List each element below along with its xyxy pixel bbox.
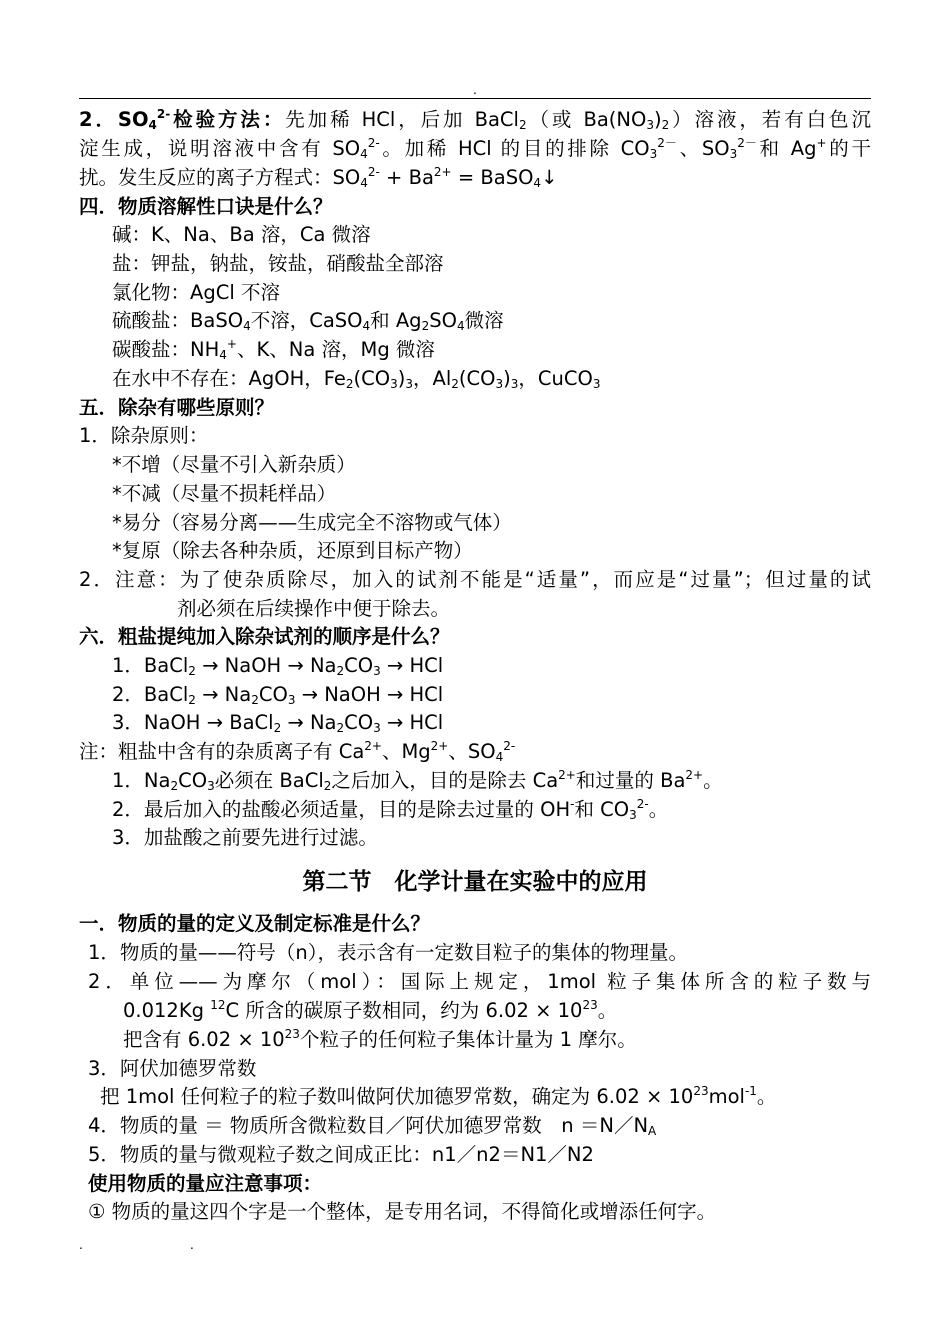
text-run: 氯化物：AgCl 不溶 <box>112 281 280 304</box>
supscript-text: -1 <box>744 1084 757 1098</box>
subscript-text: 3 <box>649 147 658 161</box>
text-line-l12 <box>79 422 208 450</box>
supscript-text: + <box>226 337 237 351</box>
text-run: 2．BaCl <box>112 683 189 706</box>
text-run: （或 Ba(NO <box>526 108 647 131</box>
subscript-text: 2 <box>421 319 430 333</box>
text-run: 。 <box>597 999 618 1022</box>
subscript-text: 3 <box>646 118 654 132</box>
text-run: 5．物质的量与微观粒子数之间成正比：n1／n2＝N1／N2 <box>88 1143 594 1166</box>
text-run: ) <box>503 367 511 390</box>
footer-dot-right: . <box>190 1238 194 1252</box>
footer-dot-left: . <box>79 1238 83 1252</box>
supscript-text: 2－ <box>657 136 677 150</box>
text-line-l18 <box>177 595 450 623</box>
text-run: 1．物质的量——符号（n），表示含有一定数目粒子的集体的物理量。 <box>88 941 689 964</box>
text-line-l24 <box>112 767 723 795</box>
subscript-text: 3 <box>405 377 413 391</box>
supscript-text: + <box>816 136 827 150</box>
text-line-l37 <box>88 1198 716 1226</box>
text-run: *易分（容易分离——生成完全不溶物或气体） <box>112 511 512 534</box>
text-run: 硫酸盐：BaSO <box>112 309 244 332</box>
subscript-text: 4 <box>360 176 368 190</box>
text-line-l23 <box>79 738 515 766</box>
text-run: CO <box>258 683 288 706</box>
text-run: 淀生成，说明溶液中含有 SO <box>79 137 361 160</box>
text-run: 1．Na <box>112 769 171 792</box>
subscript-text: 3 <box>373 721 381 735</box>
text-run: CO <box>344 654 374 677</box>
subscript-text: 2 <box>251 693 259 707</box>
text-line-l34 <box>88 1112 656 1140</box>
text-line-l19 <box>79 623 450 651</box>
subscript-text: 2 <box>451 377 459 391</box>
text-run: 先加稀 HCl，后加 BaCl <box>285 108 519 131</box>
text-line-l17 <box>79 566 871 594</box>
subscript-text: 4 <box>533 176 542 190</box>
text-run: *不减（尽量不损耗样品） <box>112 482 337 505</box>
text-run: CO <box>178 769 208 792</box>
supscript-text: 2- <box>367 165 380 179</box>
text-line-l31 <box>123 1026 637 1054</box>
text-run: 、SO <box>448 740 496 763</box>
text-run: ）溶液，若有白色沉 <box>669 108 871 131</box>
subscript-text: 2 <box>273 721 282 735</box>
text-run: 1．除杂原则： <box>79 424 209 447</box>
header-dot: . <box>473 83 477 97</box>
supscript-text: 23 <box>284 1027 300 1041</box>
supscript-text: 2- <box>367 136 380 150</box>
supscript-text: 2- <box>156 107 171 121</box>
text-line-l4 <box>79 193 333 221</box>
text-run: 、K、Na 溶，Mg 微溶 <box>236 338 435 361</box>
text-run: C 所含的碳原子数相同，约为 6.02 × 10 <box>225 999 583 1022</box>
subscript-text: 4 <box>219 348 227 362</box>
text-line-l14 <box>112 480 336 508</box>
text-line-l3 <box>79 164 557 192</box>
subscript-text: A <box>648 1124 657 1138</box>
subscript-text: 2 <box>345 377 354 391</box>
text-run: → Na <box>195 683 252 706</box>
subscript-text: 2 <box>518 118 527 132</box>
text-run: 3．阿伏加德罗常数 <box>88 1057 257 1080</box>
text-run: 使用物质的量应注意事项： <box>88 1172 323 1195</box>
text-run: → HCl <box>380 654 444 677</box>
text-run: CO <box>344 711 374 734</box>
text-line-l21 <box>112 681 443 709</box>
text-line-l35 <box>88 1141 594 1169</box>
text-run: → Na <box>281 711 337 734</box>
text-run: 3．NaOH → BaCl <box>112 711 274 734</box>
text-run: 不溶，CaSO <box>250 309 363 332</box>
subscript-text: 3 <box>729 147 738 161</box>
subscript-text: 2 <box>323 779 332 793</box>
text-run: 。 <box>703 769 723 792</box>
text-run: 3．加盐酸之前要先进行过滤。 <box>112 826 378 849</box>
text-run: → NaOH → HCl <box>295 683 444 706</box>
text-run: → HCl <box>380 711 444 734</box>
text-run: 之后加入，目的是除去 Ca <box>331 769 559 792</box>
text-line-l9 <box>112 336 435 364</box>
text-run: + Ba <box>379 166 434 189</box>
text-run: 碳酸盐：NH <box>112 338 220 361</box>
text-run: 。 <box>756 1085 777 1108</box>
text-line-l26 <box>112 824 378 852</box>
text-run: 五．除杂有哪些原则？ <box>79 396 275 419</box>
text-run: (CO <box>353 367 391 390</box>
text-line-l16 <box>112 537 473 565</box>
text-line-l6 <box>112 250 444 278</box>
subscript-text: 2 <box>170 779 179 793</box>
subscript-text: 4 <box>495 750 504 764</box>
subscript-text: 2 <box>188 693 196 707</box>
text-run: 2．单位——为摩尔（mol）：国际上规定，1mol 粒子集体所含的粒子数与 <box>88 970 871 993</box>
supscript-text: 2+ <box>558 768 576 782</box>
text-run: 和 CO <box>574 798 630 821</box>
text-run: ，Al <box>413 367 452 390</box>
subscript-text: 2 <box>336 721 345 735</box>
text-run: (CO <box>458 367 496 390</box>
supscript-text: 2－ <box>737 136 757 150</box>
supscript-text: 2- <box>636 797 649 811</box>
subscript-text: 2 <box>661 118 670 132</box>
supscript-text: 2+ <box>685 768 704 782</box>
text-run: ↓ <box>541 166 558 189</box>
text-run: = BaSO <box>451 166 534 189</box>
text-line-l22 <box>112 709 443 737</box>
subscript-text: 4 <box>456 319 465 333</box>
text-run: mol <box>708 1085 745 1108</box>
text-run: 和 Ag <box>370 309 422 332</box>
text-run: 扰。发生反应的离子方程式：SO <box>79 166 361 189</box>
text-run: 2．最后加入的盐酸必须适量，目的是除去过量的 OH <box>112 798 571 821</box>
text-run: 碱：K、Na、Ba 溶，Ca 微溶 <box>112 223 371 246</box>
header-rule <box>79 98 871 99</box>
subscript-text: 3 <box>510 377 519 391</box>
text-run: 。 <box>648 798 669 821</box>
text-run: 六．粗盐提纯加入除杂试剂的顺序是什么？ <box>79 625 450 648</box>
text-line-l15 <box>112 509 512 537</box>
supscript-text: - <box>570 797 575 811</box>
subscript-text: 3 <box>592 377 601 391</box>
text-line-l27 <box>79 910 430 938</box>
text-run: ) <box>653 108 662 131</box>
text-line-l5 <box>112 221 371 249</box>
text-run: 注：粗盐中含有的杂质离子有 Ca <box>79 740 365 763</box>
text-run: ① 物质的量这四个字是一个整体，是专用名词，不得简化或增添任何字。 <box>88 1200 717 1223</box>
section-title: 第二节 化学计量在实验中的应用 <box>302 869 648 895</box>
text-run: 盐：钾盐，钠盐，铵盐，硝酸盐全部溶 <box>112 252 444 275</box>
text-line-l33 <box>100 1083 776 1111</box>
subscript-text: 3 <box>390 377 398 391</box>
text-line-l10 <box>112 365 600 393</box>
text-line-l25 <box>112 796 668 824</box>
text-line-l1 <box>79 106 871 134</box>
subscript-text: 3 <box>495 377 504 391</box>
text-run: 4．物质的量 ＝ 物质所含微粒数目／阿伏加德罗常数 n ＝N／N <box>88 1114 649 1137</box>
subscript-text: 4 <box>362 319 371 333</box>
text-run: 和 Ag <box>756 137 817 160</box>
text-line-l7 <box>112 279 280 307</box>
subscript-text: 4 <box>148 118 157 132</box>
text-run: ) <box>397 367 406 390</box>
text-line-l29 <box>88 968 871 996</box>
text-run: 在水中不存在：AgOH，Fe <box>112 367 346 390</box>
supscript-text: 12 <box>210 998 226 1012</box>
text-line-l2 <box>79 135 871 163</box>
subscript-text: 2 <box>336 664 345 678</box>
subscript-text: 3 <box>373 664 381 678</box>
text-line-l28 <box>88 939 688 967</box>
supscript-text: 23 <box>582 998 598 1012</box>
text-run: 检验方法： <box>170 108 286 131</box>
text-run: 把含有 6.02 × 10 <box>123 1028 285 1051</box>
text-line-l11 <box>79 394 274 422</box>
supscript-text: 2+ <box>433 165 452 179</box>
subscript-text: 2 <box>188 664 196 678</box>
text-run: 把 1mol 任何粒子的粒子数叫做阿伏加德罗常数，确定为 6.02 × 10 <box>100 1085 694 1108</box>
supscript-text: 2- <box>503 739 516 753</box>
subscript-text: 4 <box>360 147 368 161</box>
supscript-text: 2+ <box>430 739 449 753</box>
text-line-l32 <box>88 1055 256 1083</box>
supscript-text: 2+ <box>364 739 382 753</box>
text-run: 四．物质溶解性口诀是什么？ <box>79 195 333 218</box>
text-line-l13 <box>112 451 356 479</box>
subscript-text: 3 <box>287 693 296 707</box>
text-run: 的干 <box>826 137 871 160</box>
text-run: *复原（除去各种杂质，还原到目标产物） <box>112 539 473 562</box>
text-run: → NaOH → Na <box>195 654 337 677</box>
text-line-l8 <box>112 307 504 335</box>
text-run: 2．SO <box>79 108 149 131</box>
text-run: 、SO <box>676 137 730 160</box>
subscript-text: 4 <box>243 319 251 333</box>
supscript-text: 23 <box>693 1084 709 1098</box>
text-run: 和过量的 Ba <box>575 769 686 792</box>
text-run: *不增（尽量不引入新杂质） <box>112 453 356 476</box>
text-run: 微溶 <box>464 309 504 332</box>
subscript-text: 3 <box>629 808 637 822</box>
text-run: 1．BaCl <box>112 654 189 677</box>
text-run: 2．注意：为了使杂质除尽，加入的试剂不能是“适量”，而应是“过量”；但过量的试 <box>79 568 871 591</box>
text-line-l30 <box>123 997 617 1025</box>
text-run: 剂必须在后续操作中便于除去。 <box>177 597 451 620</box>
text-run: SO <box>429 309 457 332</box>
text-run: 必须在 BaCl <box>214 769 324 792</box>
subscript-text: 3 <box>207 779 215 793</box>
text-run: 0.012Kg <box>123 999 211 1022</box>
text-run: 、Mg <box>381 740 431 763</box>
text-line-l36 <box>88 1170 322 1198</box>
text-line-l20 <box>112 652 443 680</box>
text-run: 。加稀 HCl 的目的排除 CO <box>379 137 650 160</box>
text-run: 个粒子的任何粒子集体计量为 1 摩尔。 <box>299 1028 637 1051</box>
text-run: ，CuCO <box>518 367 593 390</box>
text-run: 一．物质的量的定义及制定标准是什么？ <box>79 912 431 935</box>
